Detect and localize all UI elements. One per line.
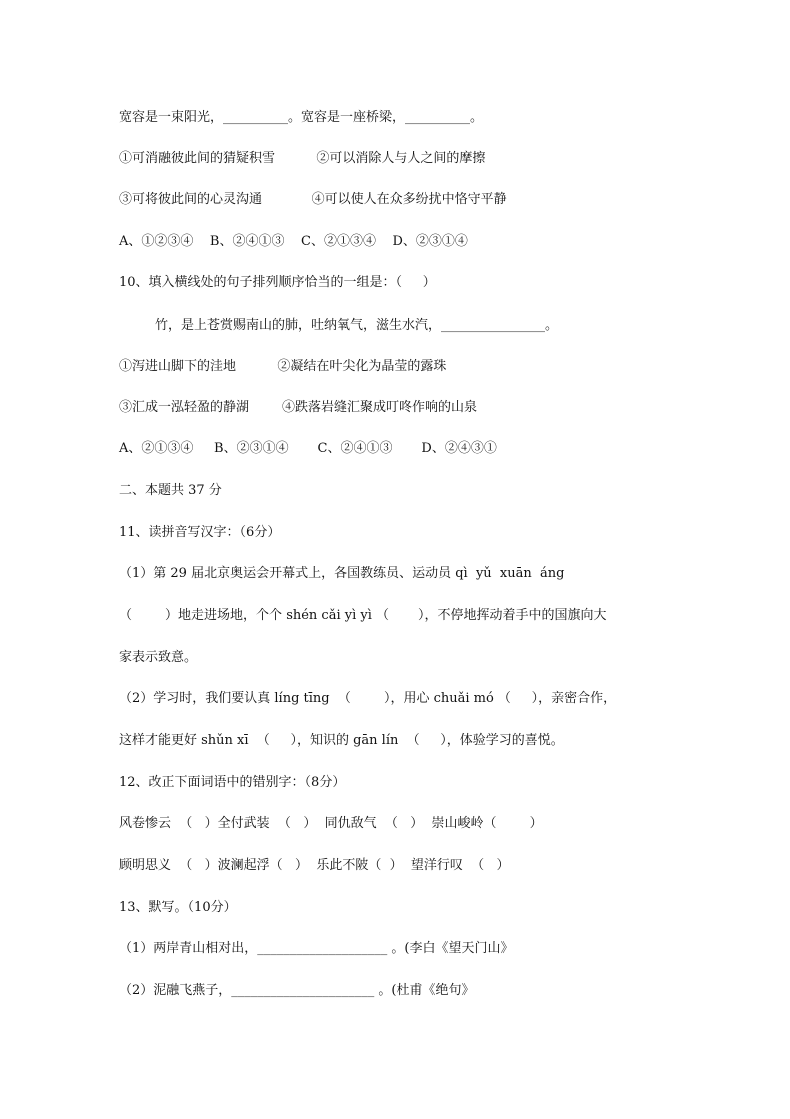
section-heading: 二、本题共 37 分 (119, 483, 222, 498)
q9-options-row-1: ①可消融彼此间的猜疑积雪 ②可以消除人与人之间的摩擦 (119, 151, 486, 166)
q9-options-row-2: ③可将彼此间的心灵沟通 ④可以使人在众多纷扰中恪守平静 (119, 192, 507, 207)
q9-sentence: 宽容是一束阳光，__________。宽容是一座桥梁，__________。 (119, 110, 484, 125)
q11-part1-line2: （ ）地走进场地，个个 shén cǎi yì yì （ ），不停地挥动着手中的国旗向大 (119, 608, 607, 623)
q13-line-2: （2）泥融飞燕子，______________________ 。(杜甫《绝句》 (119, 983, 475, 998)
q12-row-2: 顾明思义 （ ）波澜起浮（ ） 乐此不陂（ ） 望洋行叹 （ ） (119, 858, 510, 873)
q10-choices: A、②①③④ B、②③①④ C、②④①③ D、②④③① (119, 441, 497, 456)
q10-options-row-1: ①泻进山脚下的洼地 ②凝结在叶尖化为晶莹的露珠 (119, 359, 447, 374)
q12-row-1: 风卷惨云 （ ）全付武装 （ ） 同仇敌气 （ ） 崇山峻岭（ ） (119, 816, 543, 831)
q10-sentence: 竹，是上苍赏赐南山的肺，吐纳氧气，滋生水汽，________________。 (155, 318, 559, 333)
q12-prompt: 12、改正下面词语中的错别字：（8分） (119, 775, 346, 790)
q10-prompt: 10、填入横线处的句子排列顺序恰当的一组是：（ ） (119, 275, 436, 290)
q11-prompt: 11、读拼音写汉字：（6分） (119, 525, 281, 540)
q11-part2-line1: （2）学习时，我们要认真 líng tīng （ ），用心 chuǎi mó （ ），亲密合作， (119, 691, 617, 706)
q10-options-row-2: ③汇成一泓轻盈的静湖 ④跌落岩缝汇聚成叮咚作响的山泉 (119, 400, 478, 415)
q13-line-1: （1）两岸青山相对出，____________________ 。(李白《望天门山》 (119, 941, 514, 956)
q11-part2-line2: 这样才能更好 shǔn xī （ ），知识的 gān lín （ ），体验学习的喜悦。 (119, 733, 564, 748)
q13-prompt: 13、默写。（10分） (119, 900, 237, 915)
q9-choices: A、①②③④ B、②④①③ C、②①③④ D、②③①④ (119, 234, 468, 249)
q11-part1-line1: （1）第 29 届北京奥运会开幕式上，各国教练员、运动员 qì yǔ xuān áng (119, 566, 565, 581)
q11-part1-line3: 家表示致意。 (119, 650, 198, 665)
